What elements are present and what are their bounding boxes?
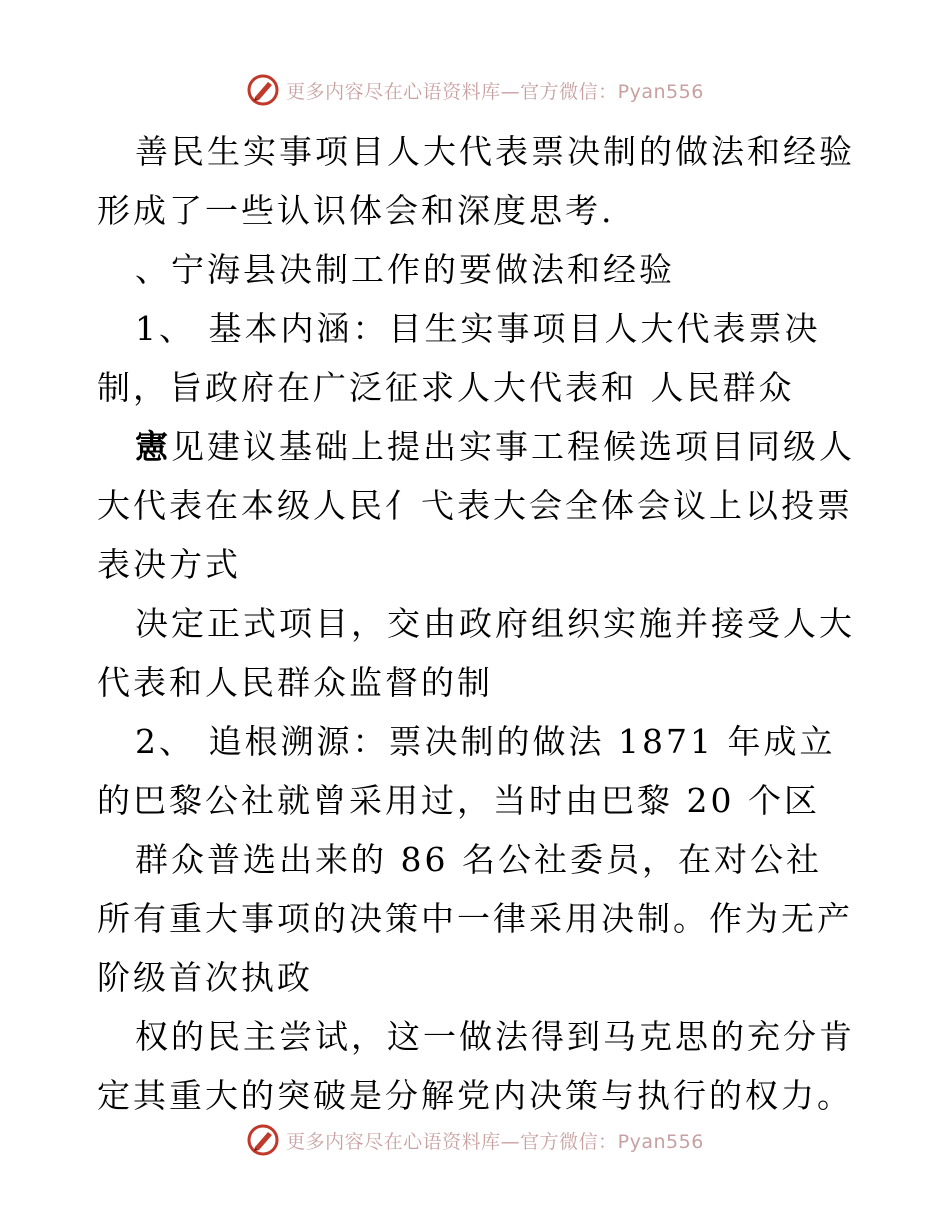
paragraph-1: 善民生实事项目人大代表票决制的做法和经验形成了一些认识体会和深度思考.	[97, 132, 855, 230]
paragraph-2: 、宁海县决制工作的要做法和经验	[135, 250, 675, 289]
footer-watermark	[0, 1120, 950, 1160]
paragraph-4-lead-char: 憲	[135, 427, 171, 466]
paragraph-7: 群众普选出来的 86 名公社委员，在对公社所有重大事项的决策中一律采用决制。作为无产阶级首次执政	[97, 840, 853, 997]
pen-circle-logo-icon	[246, 73, 280, 107]
document-body	[97, 122, 857, 1125]
paragraph-4	[97, 417, 857, 594]
paragraph-4-text: 见建议基础上提出实事工程候选项目同级人大代表在本级人民亻弋表大会全体会议上以投票表决方式	[97, 427, 855, 584]
watermark-text: 更多内容尽在心语资料库—官方微信：Pyan556	[286, 80, 704, 103]
paragraph-6: 2、 追根溯源：票决制的做法 1871 年成立的巴黎公社就曾采用过，当时由巴黎 20 个区	[97, 722, 836, 820]
paragraph-5: 决定正式项目，交由政府组织实施并接受人大代表和人民群众监督的制	[97, 604, 855, 702]
header-watermark	[0, 70, 950, 110]
watermark-text: 更多内容尽在心语资料库—官方微信：Pyan556	[286, 1130, 704, 1153]
paragraph-8: 权的民主尝试，这一做法得到马克思的充分肯定其重大的突破是分解党内决策与执行的权力。	[97, 1017, 855, 1115]
pen-circle-logo-icon	[246, 1123, 280, 1157]
paragraph-3: 1、 基本内涵：目生实事项目人大代表票决制，旨政府在广泛征求人大代表和 人民群众	[97, 309, 821, 407]
